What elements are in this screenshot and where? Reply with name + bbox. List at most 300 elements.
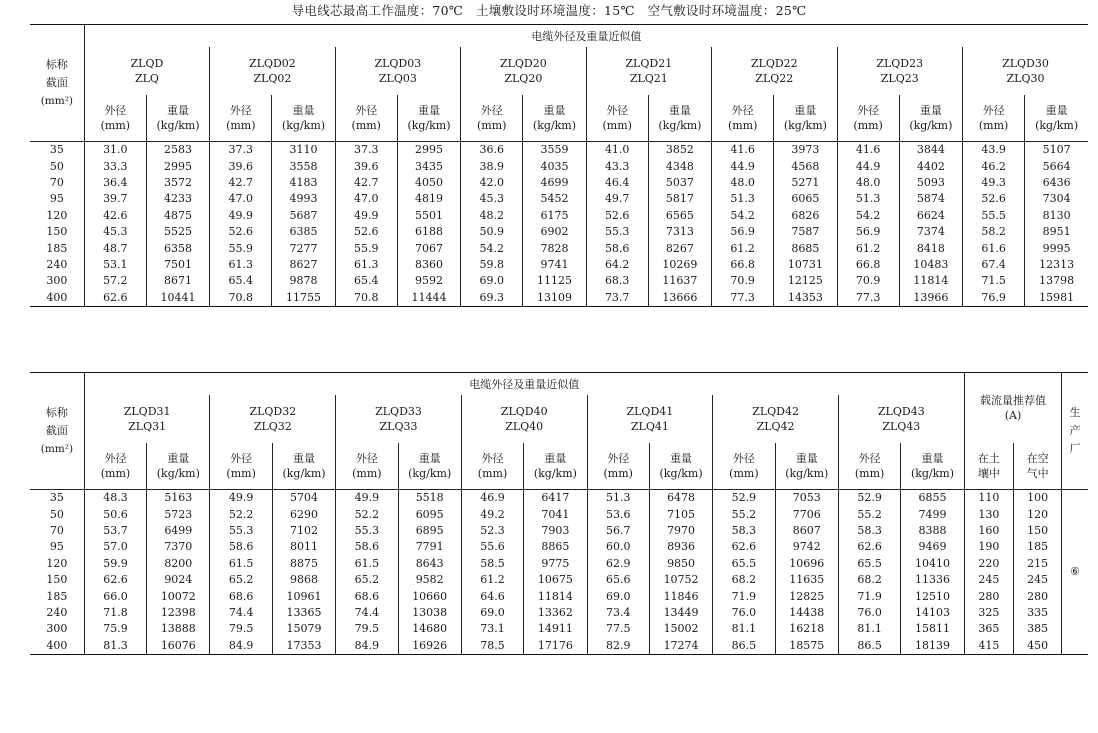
value-cell: 61.6 bbox=[962, 240, 1024, 256]
value-cell: 9742 bbox=[775, 539, 838, 555]
value-cell: 68.2 bbox=[838, 572, 900, 588]
value-cell: 65.4 bbox=[335, 273, 397, 289]
value-cell: 415 bbox=[964, 638, 1013, 655]
value-cell: 13449 bbox=[649, 605, 712, 621]
value-cell: 3572 bbox=[146, 175, 209, 191]
value-cell: 15811 bbox=[901, 621, 964, 637]
value-cell: 61.2 bbox=[712, 240, 774, 256]
value-cell: 5093 bbox=[899, 175, 962, 191]
value-cell: 55.3 bbox=[586, 224, 648, 240]
value-cell: 10483 bbox=[899, 257, 962, 273]
weight-header: 重量 (kg/km) bbox=[648, 95, 711, 142]
value-cell: 36.4 bbox=[84, 175, 146, 191]
value-cell: 49.7 bbox=[586, 191, 648, 207]
value-cell: 86.5 bbox=[713, 638, 775, 655]
section-cell: 240 bbox=[46, 605, 68, 619]
value-cell: 58.6 bbox=[336, 539, 398, 555]
value-cell: 9024 bbox=[147, 572, 210, 588]
model-header: ZLQD32 ZLQ32 bbox=[210, 395, 336, 443]
table-row bbox=[30, 572, 1088, 588]
table-row bbox=[30, 175, 1088, 191]
value-cell: 280 bbox=[964, 588, 1013, 604]
section-cell: 95 bbox=[49, 192, 64, 206]
value-cell: 65.5 bbox=[713, 556, 775, 572]
value-cell: 76.9 bbox=[962, 290, 1024, 307]
value-cell: 6478 bbox=[649, 490, 712, 507]
value-cell: 42.7 bbox=[210, 175, 272, 191]
outer-diameter-header: 外径 (mm) bbox=[962, 95, 1024, 142]
value-cell: 16218 bbox=[775, 621, 838, 637]
section-cell: 120 bbox=[46, 556, 68, 570]
value-cell: 11336 bbox=[901, 572, 964, 588]
value-cell: 78.5 bbox=[461, 638, 523, 655]
value-cell: 46.2 bbox=[962, 158, 1024, 174]
value-cell: 7053 bbox=[775, 490, 838, 507]
value-cell: 42.0 bbox=[461, 175, 523, 191]
value-cell: 68.2 bbox=[713, 572, 775, 588]
value-cell: 450 bbox=[1013, 638, 1061, 655]
value-cell: 9469 bbox=[901, 539, 964, 555]
model-header: ZLQD20 ZLQ20 bbox=[461, 47, 586, 95]
value-cell: 6902 bbox=[523, 224, 586, 240]
weight-header: 重量 (kg/km) bbox=[774, 95, 837, 142]
value-cell: 13038 bbox=[398, 605, 461, 621]
value-cell: 47.0 bbox=[210, 191, 272, 207]
value-cell: 55.6 bbox=[461, 539, 523, 555]
value-cell: 66.8 bbox=[712, 257, 774, 273]
value-cell: 9850 bbox=[649, 556, 712, 572]
value-cell: 55.9 bbox=[335, 240, 397, 256]
outer-diameter-header: 外径 (mm) bbox=[587, 443, 649, 490]
value-cell: 45.3 bbox=[461, 191, 523, 207]
value-cell: 4402 bbox=[899, 158, 962, 174]
value-cell: 58.6 bbox=[210, 539, 272, 555]
value-cell: 66.0 bbox=[84, 588, 146, 604]
outer-diameter-header: 外径 (mm) bbox=[712, 95, 774, 142]
in-soil-header: 在土 壤中 bbox=[964, 443, 1013, 490]
value-cell: 15079 bbox=[272, 621, 335, 637]
value-cell: 8388 bbox=[901, 523, 964, 539]
value-cell: 52.9 bbox=[838, 490, 900, 507]
value-cell: 8130 bbox=[1025, 208, 1088, 224]
value-cell: 41.6 bbox=[712, 142, 774, 159]
value-cell: 150 bbox=[1013, 523, 1061, 539]
manufacturer-header: 生 产 厂 bbox=[1062, 373, 1088, 490]
value-cell: 81.3 bbox=[84, 638, 146, 655]
value-cell: 46.4 bbox=[586, 175, 648, 191]
value-cell: 70.9 bbox=[837, 273, 899, 289]
value-cell: 66.8 bbox=[837, 257, 899, 273]
value-cell: 4699 bbox=[523, 175, 586, 191]
value-cell: 8865 bbox=[524, 539, 587, 555]
value-cell: 13966 bbox=[899, 290, 962, 307]
value-cell: 8627 bbox=[272, 257, 335, 273]
table-row bbox=[30, 490, 1088, 507]
value-cell: 51.3 bbox=[712, 191, 774, 207]
value-cell: 36.6 bbox=[461, 142, 523, 159]
table-row bbox=[30, 257, 1088, 273]
value-cell: 5271 bbox=[774, 175, 837, 191]
value-cell: 4875 bbox=[146, 208, 209, 224]
weight-header: 重量 (kg/km) bbox=[1025, 95, 1088, 142]
value-cell: 17176 bbox=[524, 638, 587, 655]
value-cell: 8607 bbox=[775, 523, 838, 539]
value-cell: 12510 bbox=[901, 588, 964, 604]
section-cell: 400 bbox=[30, 290, 84, 307]
value-cell: 6417 bbox=[524, 490, 587, 507]
value-cell: 61.2 bbox=[461, 572, 523, 588]
section-cell: 300 bbox=[46, 622, 68, 636]
value-cell: 11755 bbox=[272, 290, 335, 307]
value-cell: 6499 bbox=[147, 523, 210, 539]
value-cell: 4568 bbox=[774, 158, 837, 174]
value-cell: 84.9 bbox=[336, 638, 398, 655]
value-cell: 8418 bbox=[899, 240, 962, 256]
value-cell: 52.6 bbox=[335, 224, 397, 240]
value-cell: 52.3 bbox=[461, 523, 523, 539]
value-cell: 61.5 bbox=[210, 556, 272, 572]
table-row bbox=[30, 142, 1088, 159]
table-row bbox=[30, 224, 1088, 240]
value-cell: 11635 bbox=[775, 572, 838, 588]
value-cell: 7105 bbox=[649, 506, 712, 522]
value-cell: 77.3 bbox=[837, 290, 899, 307]
value-cell: 42.6 bbox=[84, 208, 146, 224]
weight-header: 重量 (kg/km) bbox=[901, 443, 964, 490]
value-cell: 71.5 bbox=[962, 273, 1024, 289]
value-cell: 14353 bbox=[774, 290, 837, 307]
value-cell: 13109 bbox=[523, 290, 586, 307]
value-cell: 5501 bbox=[397, 208, 460, 224]
section-cell: 120 bbox=[46, 208, 68, 222]
value-cell: 12313 bbox=[1025, 257, 1088, 273]
value-cell: 3110 bbox=[272, 142, 335, 159]
nominal-section-header: 标称 截面 (mm²) bbox=[30, 373, 84, 490]
value-cell: 100 bbox=[1013, 490, 1061, 507]
model-header: ZLQD22 ZLQ22 bbox=[712, 47, 837, 95]
value-cell: 48.2 bbox=[461, 208, 523, 224]
nominal-section-header: 标称 截面 (mm²) bbox=[30, 25, 84, 142]
value-cell: 52.6 bbox=[210, 224, 272, 240]
value-cell: 5874 bbox=[899, 191, 962, 207]
value-cell: 64.2 bbox=[586, 257, 648, 273]
value-cell: 49.2 bbox=[461, 506, 523, 522]
value-cell: 49.3 bbox=[962, 175, 1024, 191]
value-cell: 10660 bbox=[398, 588, 461, 604]
value-cell: 5817 bbox=[648, 191, 711, 207]
value-cell: 8875 bbox=[272, 556, 335, 572]
value-cell: 245 bbox=[1013, 572, 1061, 588]
model-header: ZLQD40 ZLQ40 bbox=[461, 395, 587, 443]
value-cell: 7791 bbox=[398, 539, 461, 555]
weight-header: 重量 (kg/km) bbox=[524, 443, 587, 490]
value-cell: 6436 bbox=[1025, 175, 1088, 191]
value-cell: 8267 bbox=[648, 240, 711, 256]
value-cell: 10410 bbox=[901, 556, 964, 572]
outer-diameter-header: 外径 (mm) bbox=[210, 443, 272, 490]
value-cell: 160 bbox=[964, 523, 1013, 539]
model-header: ZLQD33 ZLQ33 bbox=[336, 395, 462, 443]
value-cell: 11814 bbox=[899, 273, 962, 289]
value-cell: 7277 bbox=[272, 240, 335, 256]
value-cell: 58.2 bbox=[962, 224, 1024, 240]
value-cell: 59.8 bbox=[461, 257, 523, 273]
value-cell: 82.9 bbox=[587, 638, 649, 655]
value-cell: 58.3 bbox=[838, 523, 900, 539]
value-cell: 2995 bbox=[397, 142, 460, 159]
model-header: ZLQD ZLQ bbox=[84, 47, 209, 95]
table-row bbox=[30, 191, 1088, 207]
value-cell: 58.6 bbox=[586, 240, 648, 256]
value-cell: 4993 bbox=[272, 191, 335, 207]
value-cell: 8360 bbox=[397, 257, 460, 273]
value-cell: 69.3 bbox=[461, 290, 523, 307]
value-cell: 77.3 bbox=[712, 290, 774, 307]
value-cell: 3558 bbox=[272, 158, 335, 174]
value-cell: 42.7 bbox=[335, 175, 397, 191]
value-cell: 68.6 bbox=[336, 588, 398, 604]
value-cell: 7970 bbox=[649, 523, 712, 539]
value-cell: 16926 bbox=[398, 638, 461, 655]
value-cell: 44.9 bbox=[837, 158, 899, 174]
value-cell: 5525 bbox=[146, 224, 209, 240]
table-row bbox=[30, 523, 1088, 539]
value-cell: 5107 bbox=[1025, 142, 1088, 159]
value-cell: 49.9 bbox=[336, 490, 398, 507]
value-cell: 8936 bbox=[649, 539, 712, 555]
value-cell: 55.3 bbox=[210, 523, 272, 539]
value-cell: 68.6 bbox=[210, 588, 272, 604]
value-cell: 33.3 bbox=[84, 158, 146, 174]
weight-header: 重量 (kg/km) bbox=[272, 443, 335, 490]
value-cell: 7706 bbox=[775, 506, 838, 522]
value-cell: 6624 bbox=[899, 208, 962, 224]
outer-diameter-header: 外径 (mm) bbox=[461, 443, 523, 490]
value-cell: 5687 bbox=[272, 208, 335, 224]
outer-diameter-header: 外径 (mm) bbox=[84, 443, 146, 490]
table-row bbox=[30, 290, 1088, 307]
outer-diameter-header: 外径 (mm) bbox=[586, 95, 648, 142]
value-cell: 110 bbox=[964, 490, 1013, 507]
value-cell: 47.0 bbox=[335, 191, 397, 207]
value-cell: 4819 bbox=[397, 191, 460, 207]
value-cell: 2583 bbox=[146, 142, 209, 159]
value-cell: 10752 bbox=[649, 572, 712, 588]
value-cell: 9995 bbox=[1025, 240, 1088, 256]
value-cell: 43.3 bbox=[586, 158, 648, 174]
value-cell: 52.2 bbox=[210, 506, 272, 522]
value-cell: 50.6 bbox=[84, 506, 146, 522]
value-cell: 49.9 bbox=[335, 208, 397, 224]
model-header: ZLQD43 ZLQ43 bbox=[838, 395, 964, 443]
weight-header: 重量 (kg/km) bbox=[775, 443, 838, 490]
value-cell: 3852 bbox=[648, 142, 711, 159]
value-cell: 74.4 bbox=[336, 605, 398, 621]
value-cell: 14103 bbox=[901, 605, 964, 621]
value-cell: 365 bbox=[964, 621, 1013, 637]
value-cell: 6895 bbox=[398, 523, 461, 539]
model-header: ZLQD31 ZLQ31 bbox=[84, 395, 210, 443]
outer-diameter-header: 外径 (mm) bbox=[210, 95, 272, 142]
value-cell: 38.9 bbox=[461, 158, 523, 174]
value-cell: 43.9 bbox=[962, 142, 1024, 159]
section-cell: 185 bbox=[46, 241, 68, 255]
value-cell: 70.8 bbox=[335, 290, 397, 307]
value-cell: 9878 bbox=[272, 273, 335, 289]
value-cell: 4050 bbox=[397, 175, 460, 191]
value-cell: 55.2 bbox=[713, 506, 775, 522]
value-cell: 6290 bbox=[272, 506, 335, 522]
value-cell: 7828 bbox=[523, 240, 586, 256]
value-cell: 3973 bbox=[774, 142, 837, 159]
current-rating-header: 载流量推荐值 (A) bbox=[964, 373, 1062, 444]
value-cell: 5163 bbox=[147, 490, 210, 507]
value-cell: 8011 bbox=[272, 539, 335, 555]
value-cell: 69.0 bbox=[461, 273, 523, 289]
value-cell: 4183 bbox=[272, 175, 335, 191]
value-cell: 17274 bbox=[649, 638, 712, 655]
value-cell: 75.9 bbox=[84, 621, 146, 637]
section-cell: 70 bbox=[49, 523, 64, 537]
value-cell: 76.0 bbox=[713, 605, 775, 621]
value-cell: 15981 bbox=[1025, 290, 1088, 307]
value-cell: 39.6 bbox=[335, 158, 397, 174]
value-cell: 5518 bbox=[398, 490, 461, 507]
value-cell: 68.3 bbox=[586, 273, 648, 289]
value-cell: 62.6 bbox=[84, 290, 146, 307]
value-cell: 215 bbox=[1013, 556, 1061, 572]
value-cell: 56.9 bbox=[712, 224, 774, 240]
table-row bbox=[30, 621, 1088, 637]
model-header: ZLQD21 ZLQ21 bbox=[586, 47, 711, 95]
value-cell: 77.5 bbox=[587, 621, 649, 637]
value-cell: 8685 bbox=[774, 240, 837, 256]
value-cell: 65.2 bbox=[336, 572, 398, 588]
value-cell: 11125 bbox=[523, 273, 586, 289]
value-cell: 70.8 bbox=[210, 290, 272, 307]
value-cell: 11846 bbox=[649, 588, 712, 604]
value-cell: 59.9 bbox=[84, 556, 146, 572]
section-cell: 35 bbox=[49, 143, 64, 157]
value-cell: 65.6 bbox=[587, 572, 649, 588]
table-row bbox=[30, 208, 1088, 224]
value-cell: 325 bbox=[964, 605, 1013, 621]
value-cell: 7041 bbox=[524, 506, 587, 522]
value-cell: 37.3 bbox=[335, 142, 397, 159]
value-cell: 10961 bbox=[272, 588, 335, 604]
value-cell: 9868 bbox=[272, 572, 335, 588]
value-cell: 58.5 bbox=[461, 556, 523, 572]
section-cell: 400 bbox=[30, 638, 84, 655]
value-cell: 71.9 bbox=[713, 588, 775, 604]
value-cell: 41.0 bbox=[586, 142, 648, 159]
weight-header: 重量 (kg/km) bbox=[523, 95, 586, 142]
value-cell: 130 bbox=[964, 506, 1013, 522]
value-cell: 50.9 bbox=[461, 224, 523, 240]
value-cell: 55.5 bbox=[962, 208, 1024, 224]
value-cell: 18139 bbox=[901, 638, 964, 655]
value-cell: 8200 bbox=[147, 556, 210, 572]
value-cell: 280 bbox=[1013, 588, 1061, 604]
value-cell: 7587 bbox=[774, 224, 837, 240]
value-cell: 7102 bbox=[272, 523, 335, 539]
section-cell: 150 bbox=[46, 225, 68, 239]
value-cell: 10269 bbox=[648, 257, 711, 273]
weight-header: 重量 (kg/km) bbox=[397, 95, 460, 142]
value-cell: 14680 bbox=[398, 621, 461, 637]
table-row bbox=[30, 158, 1088, 174]
section-cell: 50 bbox=[49, 159, 64, 173]
value-cell: 5723 bbox=[147, 506, 210, 522]
value-cell: 58.3 bbox=[713, 523, 775, 539]
value-cell: 62.6 bbox=[84, 572, 146, 588]
value-cell: 7313 bbox=[648, 224, 711, 240]
value-cell: 79.5 bbox=[336, 621, 398, 637]
value-cell: 79.5 bbox=[210, 621, 272, 637]
value-cell: 14438 bbox=[775, 605, 838, 621]
value-cell: 48.3 bbox=[84, 490, 146, 507]
value-cell: 70.9 bbox=[712, 273, 774, 289]
value-cell: 61.3 bbox=[335, 257, 397, 273]
outer-diameter-header: 外径 (mm) bbox=[335, 95, 397, 142]
value-cell: 54.2 bbox=[837, 208, 899, 224]
value-cell: 54.2 bbox=[461, 240, 523, 256]
weight-header: 重量 (kg/km) bbox=[272, 95, 335, 142]
value-cell: 5664 bbox=[1025, 158, 1088, 174]
model-header: ZLQD30 ZLQ30 bbox=[962, 47, 1088, 95]
section-cell: 300 bbox=[46, 274, 68, 288]
value-cell: 4035 bbox=[523, 158, 586, 174]
value-cell: 53.6 bbox=[587, 506, 649, 522]
value-cell: 48.7 bbox=[84, 240, 146, 256]
value-cell: 7374 bbox=[899, 224, 962, 240]
value-cell: 48.0 bbox=[712, 175, 774, 191]
outer-diameter-header: 外径 (mm) bbox=[461, 95, 523, 142]
value-cell: 13798 bbox=[1025, 273, 1088, 289]
table-row bbox=[30, 506, 1088, 522]
value-cell: 6188 bbox=[397, 224, 460, 240]
value-cell: 14911 bbox=[524, 621, 587, 637]
value-cell: 13888 bbox=[147, 621, 210, 637]
value-cell: 16076 bbox=[147, 638, 210, 655]
value-cell: 61.2 bbox=[837, 240, 899, 256]
model-header: ZLQD41 ZLQ41 bbox=[587, 395, 713, 443]
value-cell: 15002 bbox=[649, 621, 712, 637]
value-cell: 10072 bbox=[147, 588, 210, 604]
value-cell: 48.0 bbox=[837, 175, 899, 191]
value-cell: 120 bbox=[1013, 506, 1061, 522]
value-cell: 74.4 bbox=[210, 605, 272, 621]
section-cell: 240 bbox=[46, 257, 68, 271]
value-cell: 7499 bbox=[901, 506, 964, 522]
value-cell: 11637 bbox=[648, 273, 711, 289]
manufacturer-cell: ⑥ bbox=[1062, 490, 1088, 655]
table-row bbox=[30, 605, 1088, 621]
model-header: ZLQD02 ZLQ02 bbox=[210, 47, 335, 95]
section-cell: 95 bbox=[49, 540, 64, 554]
in-air-header: 在空 气中 bbox=[1013, 443, 1061, 490]
value-cell: 335 bbox=[1013, 605, 1061, 621]
weight-header: 重量 (kg/km) bbox=[147, 443, 210, 490]
weight-header: 重量 (kg/km) bbox=[899, 95, 962, 142]
value-cell: 49.9 bbox=[210, 208, 272, 224]
section-cell: 185 bbox=[46, 589, 68, 603]
value-cell: 5037 bbox=[648, 175, 711, 191]
value-cell: 62.6 bbox=[838, 539, 900, 555]
value-cell: 61.3 bbox=[210, 257, 272, 273]
value-cell: 65.2 bbox=[210, 572, 272, 588]
value-cell: 17353 bbox=[272, 638, 335, 655]
